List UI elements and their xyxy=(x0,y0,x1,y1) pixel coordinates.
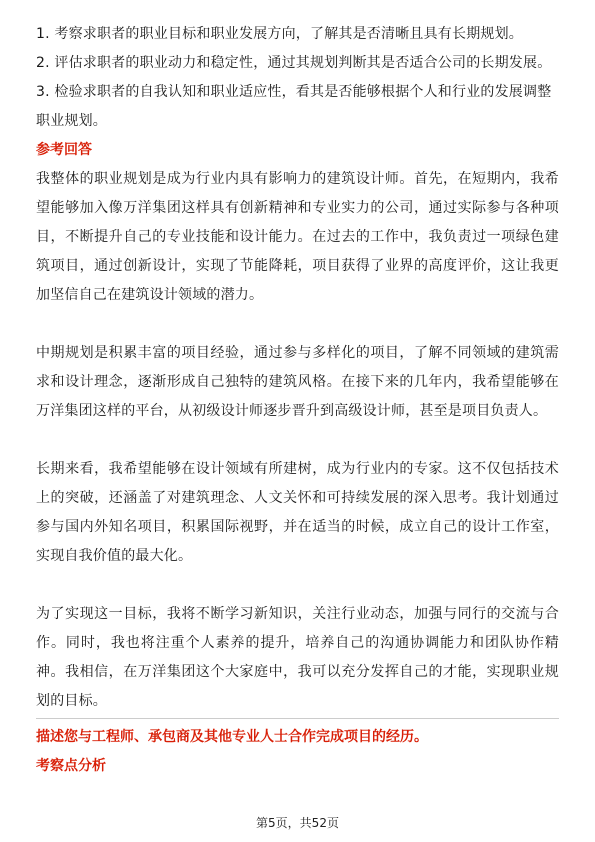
list-item: 3. 检验求职者的自我认知和职业适应性，看其是否能够根据个人和行业的发展调整职业规划。 xyxy=(36,84,552,129)
paragraph-gap xyxy=(36,310,559,339)
analysis-heading: 考察点分析 xyxy=(36,758,106,774)
paragraph-gap xyxy=(36,426,559,455)
section-divider xyxy=(36,718,559,719)
answer-paragraph: 为了实现这一目标，我将不断学习新知识，关注行业动态，加强与同行的交流与合作。同时，我也将注重个人素养的提升，培养自己的沟通协调能力和团队协作精神。我相信，在万洋集团这个大家庭中，我可以充分发挥自己的才能，实现职业规划的目标。 xyxy=(36,606,559,709)
paragraph-gap xyxy=(36,571,559,600)
document-page xyxy=(36,20,559,781)
page-number: 第5页，共52页 xyxy=(256,816,339,830)
list-item: 1. 考察求职者的职业目标和职业发展方向，了解其是否清晰且具有长期规划。 xyxy=(36,26,524,42)
answer-heading: 参考回答 xyxy=(36,142,92,158)
list-item: 2. 评估求职者的职业动力和稳定性，通过其规划判断其是否适合公司的长期发展。 xyxy=(36,55,552,71)
answer-paragraph: 长期来看，我希望能够在设计领域有所建树，成为行业内的专家。这不仅包括技术上的突破，还涵盖了对建筑理念、人文关怀和可持续发展的深入思考。我计划通过参与国内外知名项目，积累国际视野，并在适当的时候，成立自己的设计工作室，实现自我价值的最大化。 xyxy=(36,461,559,564)
answer-paragraph: 我整体的职业规划是成为行业内具有影响力的建筑设计师。首先，在短期内，我希望能够加入像万洋集团这样具有创新精神和专业实力的公司，通过实际参与各种项目，不断提升自己的专业技能和设计能力。在过去的工作中，我负责过一项绿色建筑项目，通过创新设计，实现了节能降耗，项目获得了业界的高度评价，这让我更加坚信自己在建筑设计领域的潜力。 xyxy=(36,171,559,303)
question-heading: 描述您与工程师、承包商及其他专业人士合作完成项目的经历。 xyxy=(36,729,428,745)
answer-paragraph: 中期规划是积累丰富的项目经验，通过参与多样化的项目，了解不同领域的建筑需求和设计理念，逐渐形成自己独特的建筑风格。在接下来的几年内，我希望能够在万洋集团这样的平台，从初级设计师逐步晋升到高级设计师，甚至是项目负责人。 xyxy=(36,345,559,419)
